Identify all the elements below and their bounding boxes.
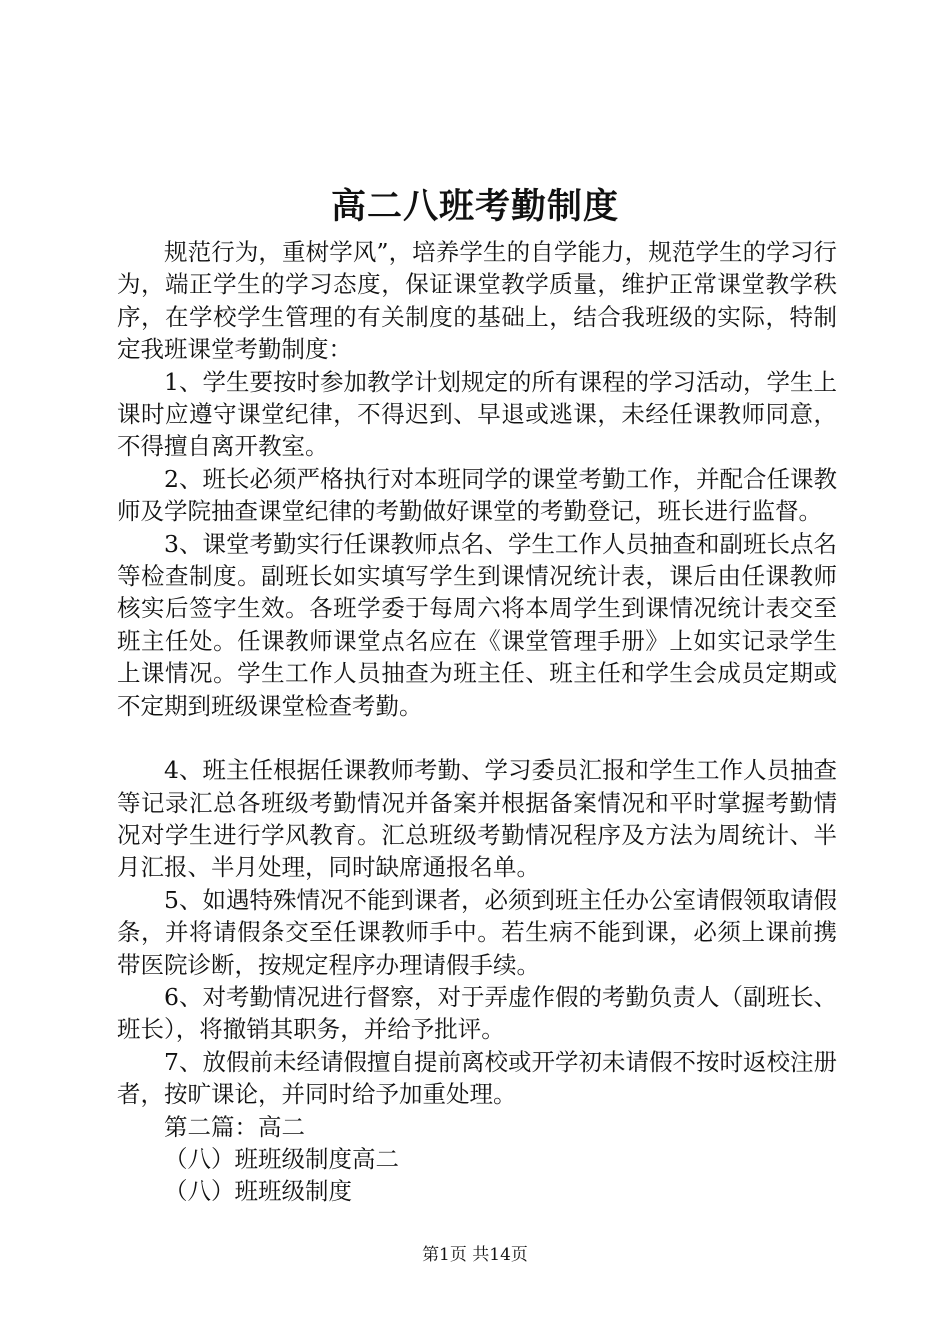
rule-item-7: 7、放假前未经请假擅自提前离校或开学初未请假不按时返校注册者，按旷课论，并同时给予加重处理。 <box>117 1047 837 1109</box>
document-body <box>117 236 837 1208</box>
rule-item-3: 3、课堂考勤实行任课教师点名、学生工作人员抽查和副班长点名等检查制度。副班长如实填写学生到课情况统计表，课后由任课教师核实后签字生效。各班学委于每周六将本周学生到课情况统计表交至班主任处。任课教师课堂点名应在《课堂管理手册》上如实记录学生上课情况。学生工作人员抽查为班主任、班主任和学生会成员定期或不定期到班级课堂检查考勤。 <box>117 529 837 720</box>
section-heading-2: （八）班班级制度高二 <box>164 1144 399 1173</box>
section-heading-1: 第二篇：高二 <box>164 1112 305 1141</box>
intro-paragraph: 规范行为，重树学风”，培养学生的自学能力，规范学生的学习行为，端正学生的学习态度，保证课堂教学质量，维护正常课堂教学秩序，在学校学生管理的有关制度的基础上，结合我班级的实际，特制定我班课堂考勤制度： <box>117 238 837 364</box>
page-footer: 第1页 共14页 <box>422 1245 528 1265</box>
document-title: 高二八班考勤制度 <box>330 186 619 227</box>
rule-item-5: 5、如遇特殊情况不能到课者，必须到班主任办公室请假领取请假条，并将请假条交至任课教师手中。若生病不能到课，必须上课前携带医院诊断，按规定程序办理请假手续。 <box>117 885 837 979</box>
rule-item-6: 6、对考勤情况进行督察，对于弄虚作假的考勤负责人（副班长、班长），将撤销其职务，并给予批评。 <box>117 982 837 1044</box>
rule-item-4: 4、班主任根据任课教师考勤、学习委员汇报和学生工作人员抽查等记录汇总各班级考勤情况并备案并根据备案情况和平时掌握考勤情况对学生进行学风教育。汇总班级考勤情况程序及方法为周统计、半月汇报、半月处理，同时缺席通报名单。 <box>117 756 837 882</box>
rule-item-2: 2、班长必须严格执行对本班同学的课堂考勤工作，并配合任课教师及学院抽查课堂纪律的考勤做好课堂的考勤登记，班长进行监督。 <box>117 464 837 526</box>
section-heading-3: （八）班班级制度 <box>164 1177 352 1206</box>
rule-item-1: 1、学生要按时参加教学计划规定的所有课程的学习活动，学生上课时应遵守课堂纪律，不得迟到、早退或逃课，未经任课教师同意，不得擅自离开教室。 <box>117 367 837 461</box>
